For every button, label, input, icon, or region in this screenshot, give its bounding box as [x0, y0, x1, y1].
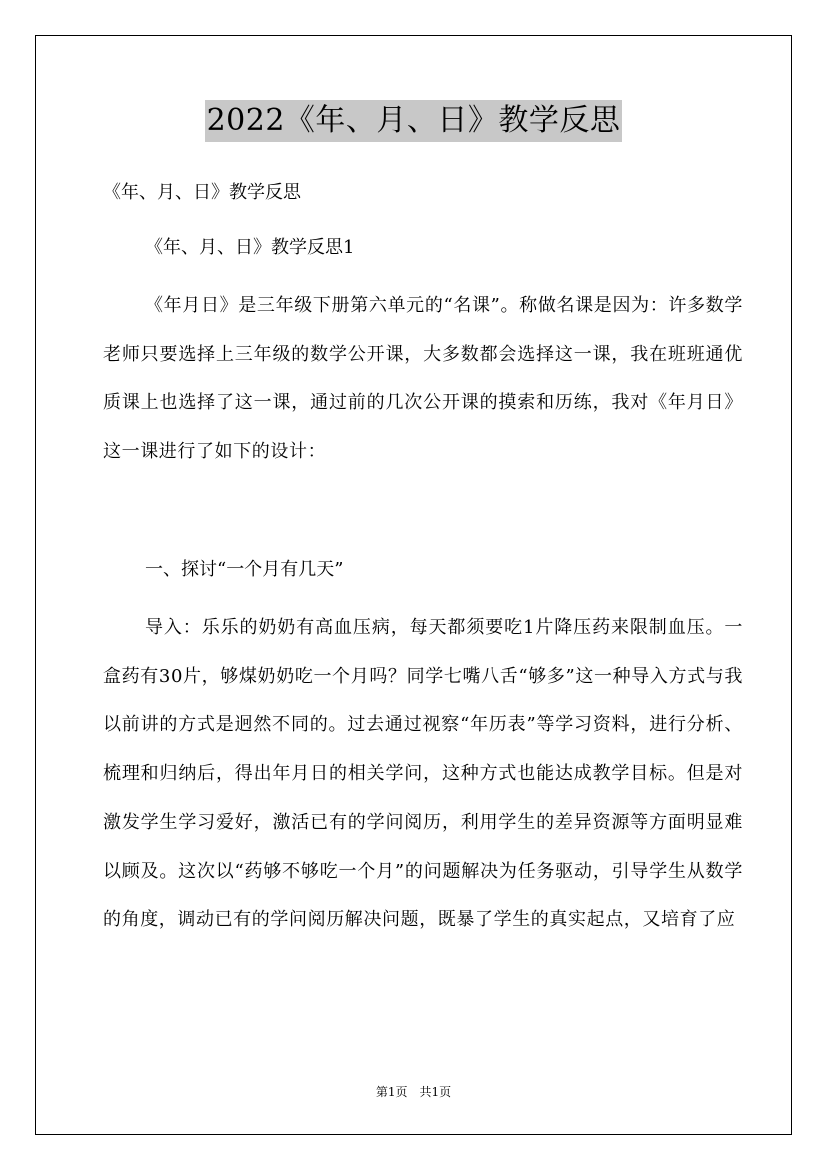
document-subtitle: 《年、月、日》教学反思	[103, 182, 301, 203]
paragraph-intro: 《年月日》是三年级下册第六单元的“名课”。称做名课是因为：许多数学老师只要选择上三年级的数学公开课，大多数都会选择这一课，我在班班通优质课上也选择了这一课，通过前的几次公开课的摸索和历练，我对《年月日》这一课进行了如下的设计：	[103, 295, 743, 463]
heading-explore: 一、探讨“一个月有几天”	[145, 559, 344, 580]
document-title: 2022《年、月、日》教学反思	[205, 100, 623, 142]
title-wrapper	[0, 100, 827, 142]
page-footer: 第1页 共1页	[375, 1085, 452, 1099]
section-title: 《年、月、日》教学反思1	[145, 237, 355, 258]
paragraph-introduction-method: 导入：乐乐的奶奶有高血压病，每天都须要吃1片降压药来限制血压。一盒药有30片，够煤奶奶吃一个月吗？同学七嘴八舌“够多”这一种导入方式与我以前讲的方式是迥然不同的。过去通过视察“年历表”等学习资料，进行分析、梳理和归纳后，得出年月日的相关学问，这种方式也能达成教学目标。但是对激发学生学习爱好，激活已有的学问阅历，利用学生的差异资源等方面明显难以顾及。这次以“药够不够吃一个月”的问题解决为任务驱动，引导学生从数学的角度，调动已有的学问阅历解决问题，既暴了学生的真实起点，又培育了应	[103, 617, 743, 931]
